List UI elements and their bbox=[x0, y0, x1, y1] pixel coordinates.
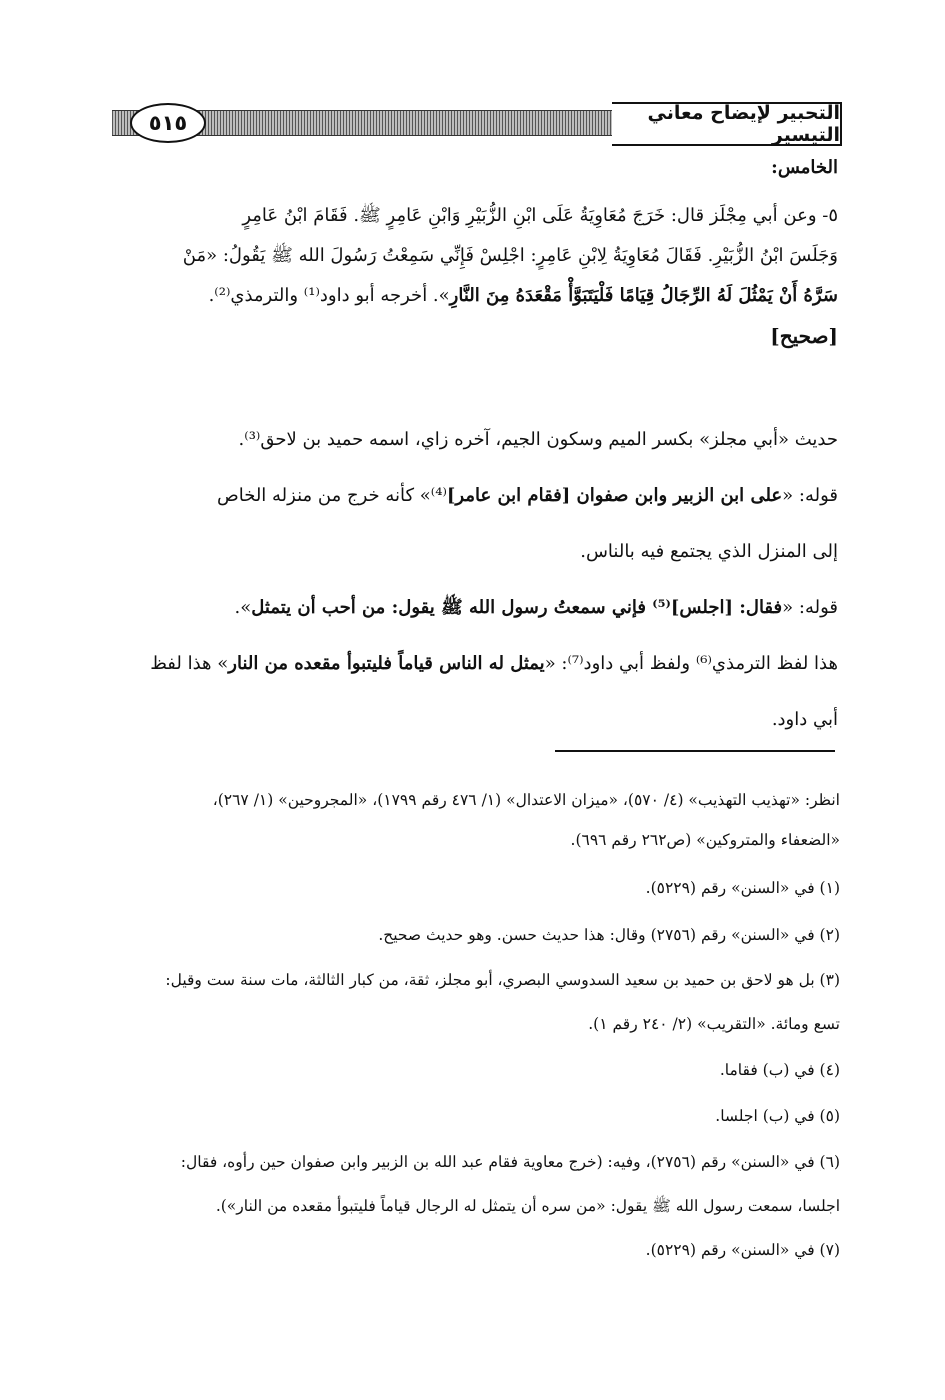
commentary-quoted: على ابن الزبير وابن صفوان [فقام ابن عامر] bbox=[446, 485, 783, 506]
hadith-block bbox=[110, 196, 838, 356]
hadith-takhrij: ». أخرجه أبو داود⁽¹⁾ والترمذي⁽²⁾. bbox=[208, 285, 450, 306]
footnote-2: (٢) في «السنن» رقم (٢٧٥٦) وقال: هذا حديث حسن. وهو حديث صحيح. bbox=[378, 926, 840, 944]
footnote-3-line-1: (٣) بل هو لاحق بن حميد بن سعيد السدوسي البصري، أبو مجلز، ثقة، من كبار الثالثة، مات سنة ست وقيل: bbox=[165, 971, 840, 989]
section-label: الخامس: bbox=[771, 157, 838, 178]
book-title: التحبير لإيضاح معاني التيسير bbox=[612, 102, 842, 146]
commentary-para-2 bbox=[110, 468, 838, 524]
page-header bbox=[112, 98, 842, 148]
hadith-grade: [صحيح] bbox=[770, 324, 838, 348]
quote-close: ». bbox=[234, 597, 252, 618]
section-label-block bbox=[110, 148, 838, 188]
footnote-7: (٧) في «السنن» رقم (٥٢٢٩). bbox=[645, 1241, 840, 1259]
footnote-separator bbox=[555, 750, 835, 752]
commentary-para-4-cont: أبي داود. bbox=[771, 709, 838, 730]
footnote-5: (٥) في (ب) اجلسا. bbox=[715, 1107, 840, 1125]
footnote-4: (٤) في (ب) فقاما. bbox=[719, 1061, 840, 1079]
commentary-block bbox=[110, 412, 838, 748]
hadith-matn: سَرَّهُ أَنْ يَمْثُلَ لَهُ الرِّجَالُ قِيَامًا فَلْيَتَبَوَّأْ مَقْعَدَهُ مِنَ النَّارِ bbox=[449, 285, 838, 306]
footnotes bbox=[105, 790, 840, 1290]
commentary-text: هذا لفظ الترمذي⁽⁶⁾ ولفظ أبي داود⁽⁷⁾: « bbox=[544, 653, 838, 674]
hadith-line-2: وَجَلَسَ ابْنُ الزُّبَيْرِ. فَقَالَ مُعَاوِيَةُ لِابْنِ عَامِرٍ: اجْلِسْ فَإِنِّي سَمِعْتُ رَسُولَ الله ﷺ يَقُولُ: «مَنْ bbox=[182, 245, 838, 266]
quote-open: قوله: « bbox=[782, 597, 838, 618]
footnote-3-line-2: تسع ومائة. «التقريب» (٢/ ٢٤٠ رقم ١). bbox=[588, 1015, 840, 1033]
commentary-quoted: يمثل له الناس قياماً فليتبوأ مقعده من النار bbox=[228, 653, 545, 674]
page-number: ٥١٥ bbox=[130, 103, 206, 143]
commentary-quoted: فقال: [اجلس]⁽⁵⁾ فإني سمعتُ رسول الله ﷺ يقول: من أحب أن يتمثل bbox=[251, 597, 783, 618]
commentary-para-1: حديث «أبي مجلز» بكسر الميم وسكون الجيم، آخره زاي، اسمه حميد بن لاحق⁽³⁾. bbox=[238, 429, 838, 450]
commentary-para-4 bbox=[110, 636, 838, 692]
commentary-text: » هذا لفظ bbox=[150, 653, 229, 674]
commentary-para-2-cont: إلى المنزل الذي يجتمع فيه بالناس. bbox=[580, 541, 838, 562]
footnote-continuation-line-2: «الضعفاء والمتروكين» (ص٢٦٢ رقم ٦٩٦). bbox=[570, 831, 840, 849]
footnote-6-line-1: (٦) في «السنن» رقم (٢٧٥٦)، وفيه: (خرج معاوية فقام عبد الله بن الزبير وابن صفوان حين رأوه، فقال: bbox=[180, 1153, 840, 1171]
footnote-continuation-line-1: انظر: «تهذيب التهذيب» (٤/ ٥٧٠)، «ميزان الاعتدال» (١/ ٤٧٦ رقم ١٧٩٩)، «المجروحين» (١/ ٢٦٧)، bbox=[212, 791, 840, 809]
commentary-text: ⁽⁴⁾» كأنه خرج من منزله الخاص bbox=[216, 485, 447, 506]
quote-open: قوله: « bbox=[782, 485, 838, 506]
footnote-1: (١) في «السنن» رقم (٥٢٢٩). bbox=[645, 879, 840, 897]
footnote-6-line-2: اجلسا، سمعت رسول الله ﷺ يقول: «من سره أن يتمثل له الرجال قياماً فليتبوأ مقعده من النار»). bbox=[215, 1197, 840, 1215]
hadith-line-1: ٥- وعن أبي مِجْلَز قال: خَرَجَ مُعَاوِيَةُ عَلَى ابْنِ الزُّبَيْرِ وَابْنِ عَامِرٍ ﷺ. فَقَامَ ابْنُ عَامِرٍ bbox=[242, 205, 838, 226]
hadith-line-3 bbox=[110, 276, 838, 316]
commentary-para-3 bbox=[110, 580, 838, 636]
